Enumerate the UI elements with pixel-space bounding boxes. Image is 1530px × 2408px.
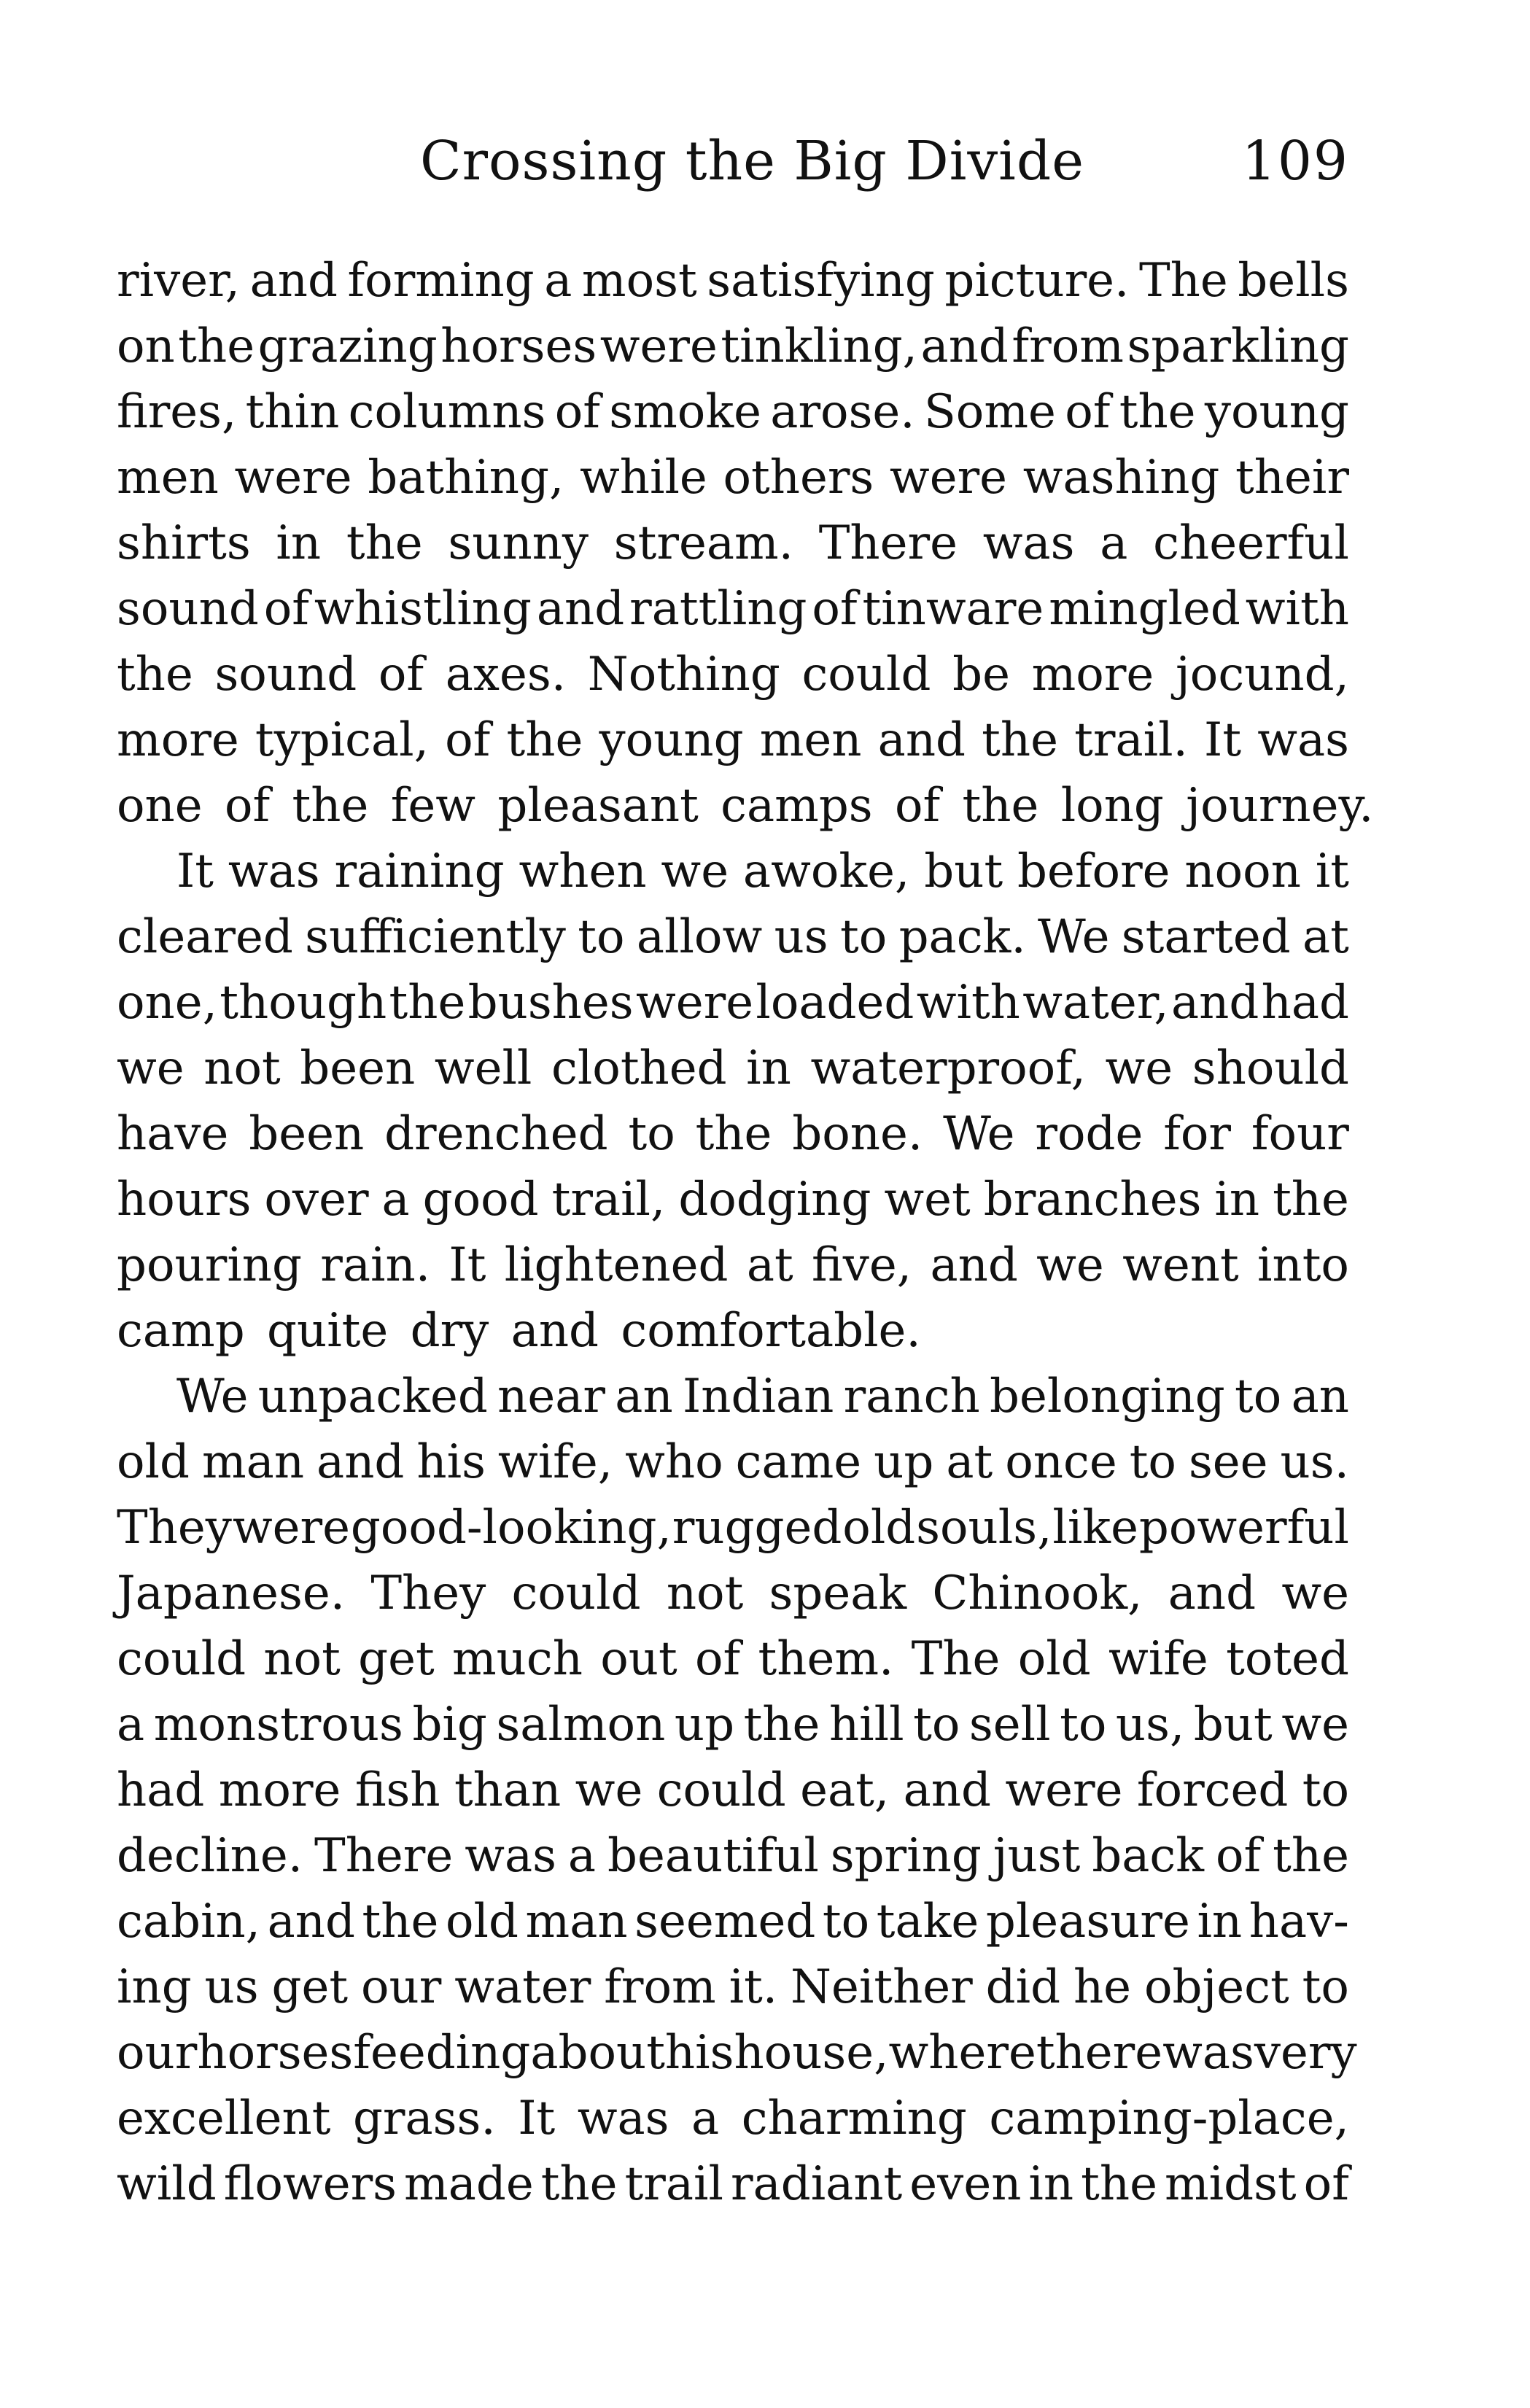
text-line: men were bathing, while others were washing their <box>117 451 1349 505</box>
text-line: river, and forming a most satisfying picture. The bells <box>117 254 1349 308</box>
body-text <box>117 248 1374 2217</box>
text-line: fires, thin columns of smoke arose. Some of the young <box>117 385 1349 439</box>
text-line: excellent grass. It was a charming camping-place, <box>117 2092 1349 2145</box>
text-line: decline. There was a beautiful spring just back of the <box>117 1829 1349 1883</box>
text-line: a monstrous big salmon up the hill to sell to us, but we <box>117 1698 1349 1752</box>
text-line: more typical, of the young men and the trail. It was <box>117 713 1349 767</box>
text-line: sound of whistling and rattling of tinware mingled with <box>117 582 1349 636</box>
text-line: hours over a good trail, dodging wet branches in the <box>117 1173 1349 1227</box>
text-line: one of the few pleasant camps of the long journey. <box>117 779 1374 833</box>
text-line: cleared sufficiently to allow us to pack. We started at <box>117 910 1349 964</box>
text-line: They were good-looking, rugged old souls, like powerful <box>117 1501 1349 1555</box>
text-line: shirts in the sunny stream. There was a cheerful <box>117 516 1349 570</box>
text-line: one, though the bushes were loaded with water, and had <box>117 976 1349 1030</box>
text-line: wild flowers made the trail radiant even in the midst of <box>117 2157 1349 2211</box>
text-line: cabin, and the old man seemed to take pleasure in hav- <box>117 1895 1349 1949</box>
text-line: the sound of axes. Nothing could be more jocund, <box>117 648 1349 702</box>
text-line: It was raining when we awoke, but before noon it <box>176 844 1349 898</box>
text-line: old man and his wife, who came up at once to see us. <box>117 1435 1349 1489</box>
text-line: pouring rain. It lightened at five, and we went into <box>117 1238 1349 1292</box>
text-line: on the grazing horses were tinkling, and from sparkling <box>117 319 1349 373</box>
text-line: ing us get our water from it. Neither did he object to <box>117 1960 1349 2014</box>
text-line: have been drenched to the bone. We rode for four <box>117 1107 1349 1161</box>
text-line: Japanese. They could not speak Chinook, and we <box>117 1566 1349 1620</box>
text-line: we not been well clothed in waterproof, we should <box>117 1041 1349 1095</box>
text-line: could not get much out of them. The old wife toted <box>117 1632 1349 1686</box>
text-line: We unpacked near an Indian ranch belonging to an <box>176 1370 1349 1424</box>
text-line: camp quite dry and comfortable. <box>117 1304 921 1358</box>
page-number: 109 <box>1241 130 1349 193</box>
running-head <box>117 130 1349 210</box>
text-line: our horses feeding about his house, where there was very <box>117 2026 1357 2080</box>
running-title: Crossing the Big Divide <box>420 130 1084 193</box>
text-line: had more fish than we could eat, and were forced to <box>117 1763 1349 1817</box>
